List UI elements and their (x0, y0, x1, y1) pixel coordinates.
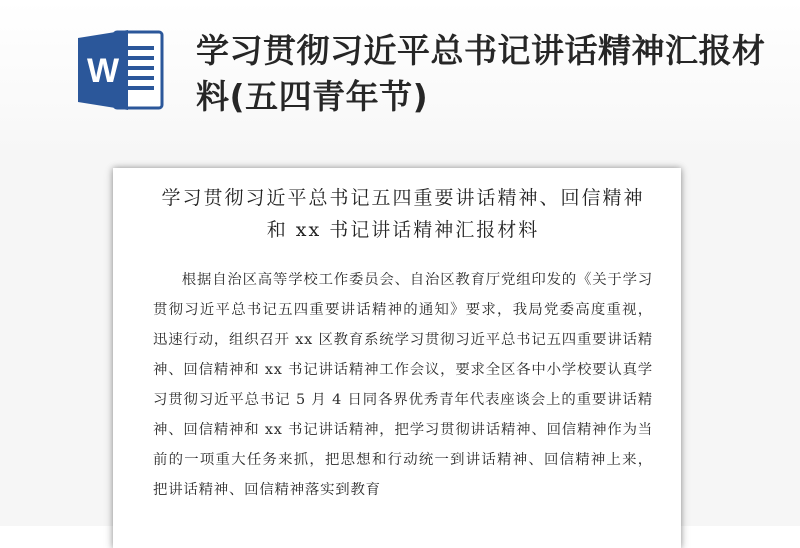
word-document-icon (74, 28, 166, 112)
document-page (113, 168, 681, 548)
word-icon-letter: W (86, 52, 120, 90)
page-title: 学习贯彻习近平总书记讲话精神汇报材料(五四青年节) (196, 31, 766, 116)
document-title: 学习贯彻习近平总书记五四重要讲话精神、回信精神和 xx 书记讲话精神汇报材料 (161, 187, 645, 241)
page-header (0, 0, 800, 150)
document-body-paragraph: 根据自治区高等学校工作委员会、自治区教育厅党组印发的《关于学习贯彻习近平总书记五四重要讲话精神的通知》要求，我局党委高度重视，迅速行动，组织召开 xx 区教育系统学习贯彻习近平总书记五四重要讲话精神、回信精神和 xx 书记讲话精神工作会议，要求全区各中小学校要认真学习贯彻习近平总书记 5 月 4 日同各界优秀青年代表座谈会上的重要讲话精神、回信精神和 xx 书记讲话精神，把学习贯彻讲话精神、回信精神作为当前的一项重大任务来抓，把思想和行动统一到讲话精神、回信精神上来，把讲话精神、回信精神落实到教育 (153, 272, 653, 498)
